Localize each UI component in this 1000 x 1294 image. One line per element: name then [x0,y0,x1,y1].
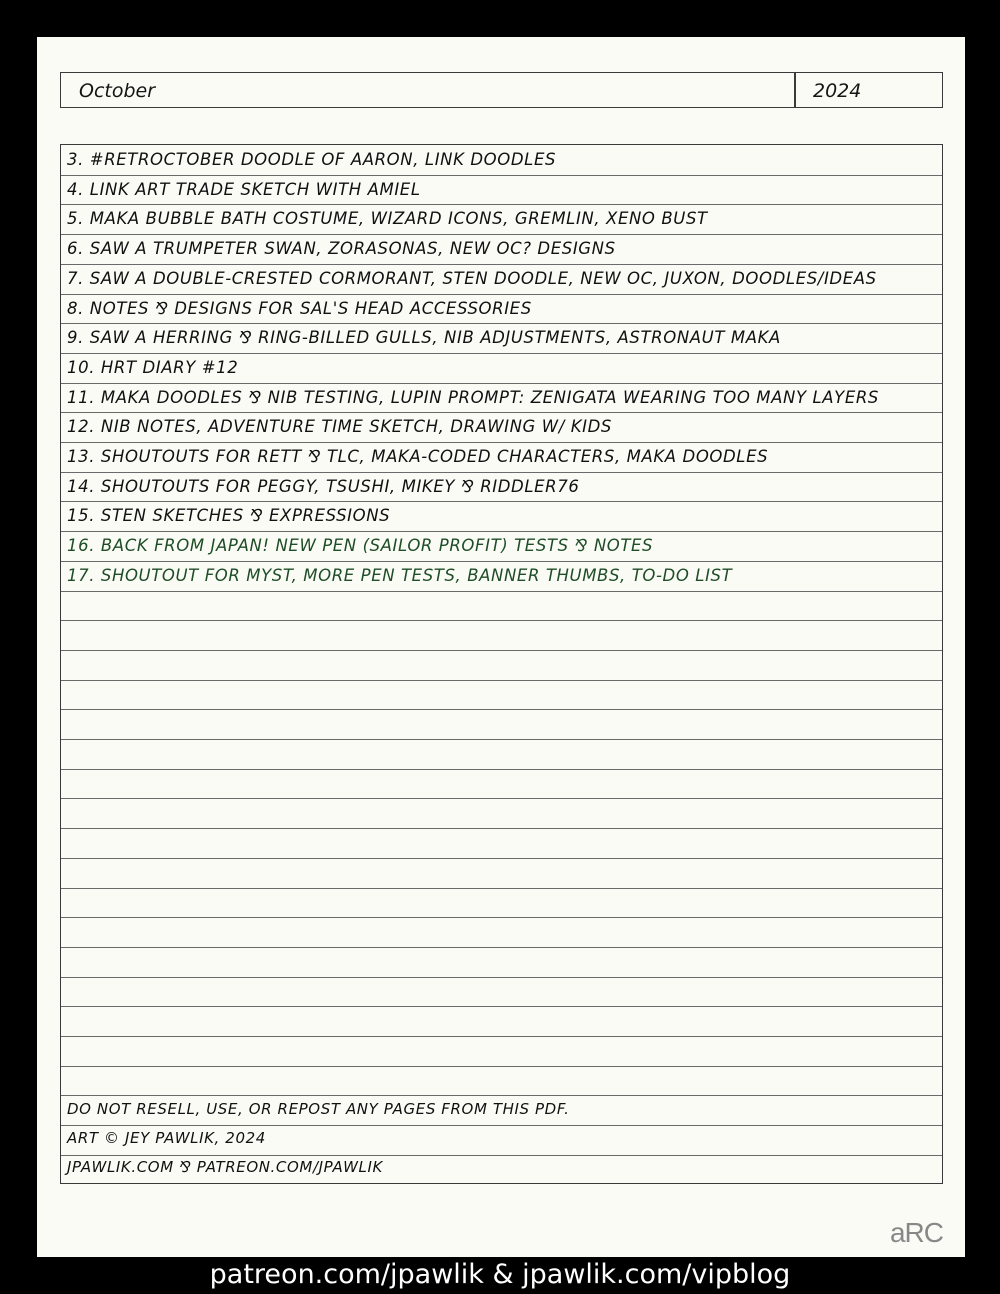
ruled-line [61,888,942,889]
journal-entry: 8. NOTES ⅋ DESIGNS FOR SAL'S HEAD ACCESSORIES [67,298,532,318]
header-divider [794,73,796,107]
ruled-line [61,1066,942,1067]
ruled-line [61,412,942,413]
journal-entry: 10. HRT DIARY #12 [67,357,239,377]
journal-entry: 14. SHOUTOUTS FOR PEGGY, TSUSHI, MIKEY ⅋ RIDDLER76 [67,476,580,496]
ruled-line [61,531,942,532]
journal-entry: 6. SAW A TRUMPETER SWAN, ZORASONAS, NEW OC? DESIGNS [67,239,616,259]
ruled-line [61,680,942,681]
ruled-line [61,709,942,710]
ruled-line [61,204,942,205]
ruled-line [61,175,942,176]
ruled-line [61,323,942,324]
lined-area [60,144,943,1184]
footer-notice: DO NOT RESELL, USE, OR REPOST ANY PAGES FROM THIS PDF. [67,1100,570,1118]
ruled-line [61,383,942,384]
journal-entry: 11. MAKA DOODLES ⅋ NIB TESTING, LUPIN PROMPT: ZENIGATA WEARING TOO MANY LAYERS [67,387,879,407]
journal-entry: 17. SHOUTOUT FOR MYST, MORE PEN TESTS, BANNER THUMBS, TO-DO LIST [67,565,733,585]
journal-entry: 9. SAW A HERRING ⅋ RING-BILLED GULLS, NIB ADJUSTMENTS, ASTRONAUT MAKA [67,328,781,348]
journal-entry: 4. LINK ART TRADE SKETCH WITH AMIEL [67,179,421,199]
ruled-line [61,650,942,651]
journal-entry: 5. MAKA BUBBLE BATH COSTUME, WIZARD ICONS, GREMLIN, XENO BUST [67,209,708,229]
month-label: October [79,80,156,102]
journal-entry: 15. STEN SKETCHES ⅋ EXPRESSIONS [67,506,391,526]
footer-links: JPAWLIK.COM ⅋ PATREON.COM/JPAWLIK [67,1158,383,1176]
year-label: 2024 [813,80,862,102]
ruled-line [61,1006,942,1007]
ruled-line [61,739,942,740]
ruled-line [61,858,942,859]
ruled-line [61,1036,942,1037]
ruled-line [61,620,942,621]
ruled-line [61,798,942,799]
journal-entry: 7. SAW A DOUBLE-CRESTED CORMORANT, STEN DOODLE, NEW OC, JUXON, DOODLES/IDEAS [67,268,877,288]
journal-page [37,37,965,1257]
journal-entry: 16. BACK FROM JAPAN! NEW PEN (SAILOR PROFIT) TESTS ⅋ NOTES [67,536,654,556]
ruled-line [61,442,942,443]
ruled-line [61,353,942,354]
ruled-line [61,1155,942,1156]
ruled-line [61,561,942,562]
journal-entry: 12. NIB NOTES, ADVENTURE TIME SKETCH, DRAWING W/ KIDS [67,417,612,437]
ruled-line [61,828,942,829]
ruled-line [61,1095,942,1096]
ruled-line [61,591,942,592]
ruled-line [61,947,942,948]
ruled-line [61,769,942,770]
ruled-line [61,294,942,295]
ruled-line [61,1125,942,1126]
journal-entry: 3. #RETROCTOBER DOODLE OF AARON, LINK DOODLES [67,150,557,169]
ruled-line [61,501,942,502]
bottom-caption: patreon.com/jpawlik & jpawlik.com/vipblog [209,1259,791,1290]
header-box [60,72,943,108]
journal-entry: 13. SHOUTOUTS FOR RETT ⅋ TLC, MAKA-CODED CHARACTERS, MAKA DOODLES [67,447,769,466]
arc-logo: aRC [889,1217,943,1248]
ruled-line [61,472,942,473]
ruled-line [61,264,942,265]
ruled-line [61,977,942,978]
ruled-line [61,234,942,235]
footer-copyright: ART © JEY PAWLIK, 2024 [67,1129,266,1147]
ruled-line [61,917,942,918]
